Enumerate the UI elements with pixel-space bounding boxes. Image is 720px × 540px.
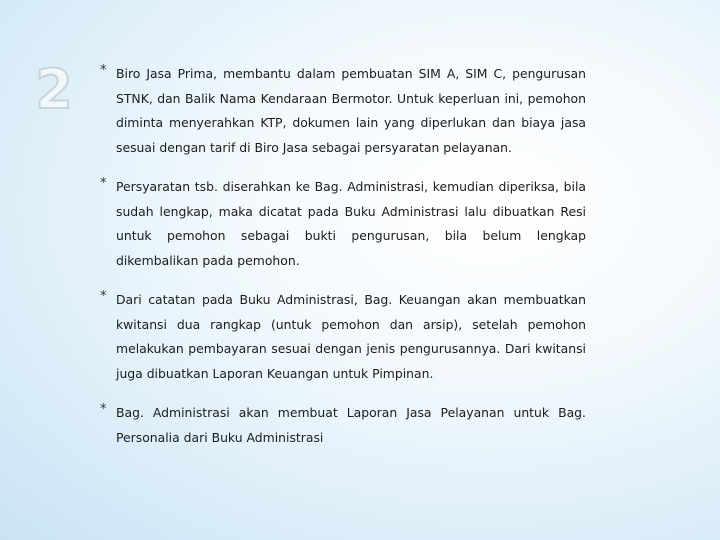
slide-number-text: 2 (35, 60, 73, 120)
bullet-asterisk-icon: * (100, 63, 107, 78)
bullet-item (100, 288, 586, 386)
bullet-text: Persyaratan tsb. diserahkan ke Bag. Administrasi, kemudian diperiksa, bila sudah lengkap, maka dicatat pada Buku Administrasi lalu dibuatkan Resi untuk pemohon sebagai bukti pengurusan, bila belum lengkap dikembalikan pada pemohon. (116, 179, 586, 268)
bullet-text: Bag. Administrasi akan membuat Laporan Jasa Pelayanan untuk Bag. Personalia dari Buku Administrasi (116, 405, 586, 445)
bullet-asterisk-icon: * (100, 176, 107, 191)
bullet-item (100, 175, 586, 273)
bullet-asterisk-icon: * (100, 289, 107, 304)
slide-number (34, 60, 74, 120)
bullet-item (100, 401, 586, 450)
bullet-list (100, 62, 586, 450)
bullet-text: Biro Jasa Prima, membantu dalam pembuatan SIM A, SIM C, pengurusan STNK, dan Balik Nama Kendaraan Bermotor. Untuk keperluan ini, pemohon diminta menyerahkan KTP, dokumen lain yang diperlukan dan biaya jasa sesuai dengan tarif di Biro Jasa sebagai persyaratan pelayanan. (116, 66, 586, 155)
bullet-asterisk-icon: * (100, 402, 107, 417)
bullet-text: Dari catatan pada Buku Administrasi, Bag. Keuangan akan membuatkan kwitansi dua rangkap (untuk pemohon dan arsip), setelah pemohon melakukan pembayaran sesuai dengan jenis pengurusannya. Dari kwitansi juga dibuatkan Laporan Keuangan untuk Pimpinan. (116, 292, 586, 381)
bullet-item (100, 62, 586, 160)
